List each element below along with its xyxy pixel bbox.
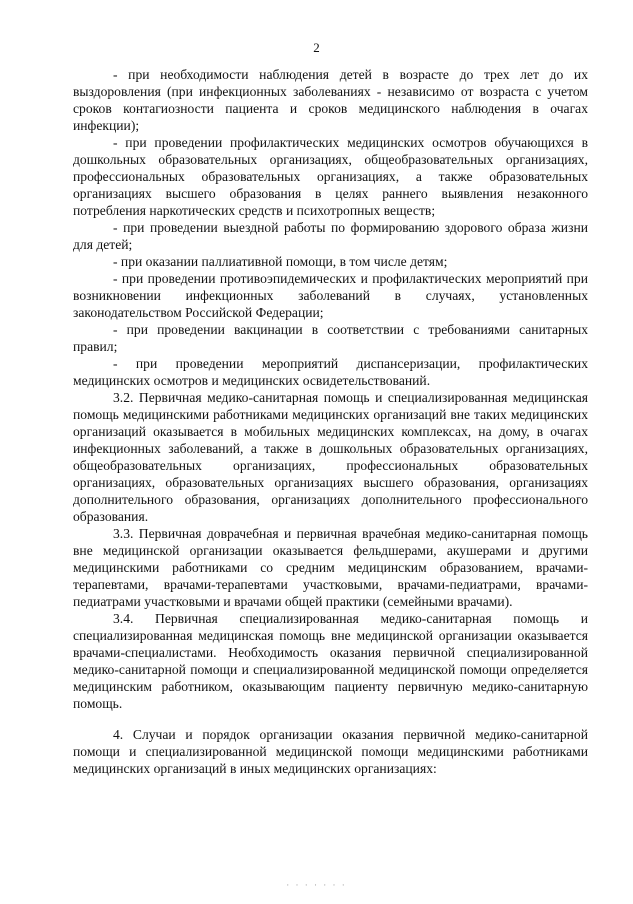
paragraph-outreach-healthy-lifestyle: - при проведении выездной работы по формированию здорового образа жизни для детей; (73, 220, 588, 252)
paragraph-section-3-2: 3.2. Первичная медико-санитарная помощь и специализированная медицинская помощь медицинскими работниками медицинских организаций вне таких медицинских организаций оказывается в мобильных медицинских комплексах, на дому, в очагах инфекционных заболеваний, а также в дошкольных образовательных организациях, общеобразовательных организациях, профессиональных образовательных организациях, образовательных организациях высшего образования, организациях дополнительного образования, организациях дополнительного профессионального образования. (73, 390, 588, 524)
paragraph-section-3-3: 3.3. Первичная доврачебная и первичная врачебная медико-санитарная помощь вне медицинской организации оказывается фельдшерами, акушерами и другими медицинскими работниками со средним медицинским образованием, врачами-терапевтами, врачами-терапевтами участковыми, врачами-педиатрами, врачами-педиатрами участковыми и врачами общей практики (семейными врачами). (73, 526, 588, 609)
paragraph-vaccination: - при проведении вакцинации в соответствии с требованиями санитарных правил; (73, 322, 588, 354)
page-number: 2 (313, 40, 320, 55)
paragraph-anti-epidemic-measures: - при проведении противоэпидемических и профилактических мероприятий при возникновении инфекционных заболеваний в случаях, установленных законодательством Российской Федерации; (73, 271, 588, 320)
paragraph-preventive-examinations: - при проведении профилактических медицинских осмотров обучающихся в дошкольных образовательных организациях, общеобразовательных организациях, профессиональных образовательных организациях, а также образовательных организациях высшего образования в целях раннего выявления незаконного потребления наркотических средств и психотропных веществ; (73, 135, 588, 218)
scan-noise: · · · · · · · (286, 880, 347, 890)
paragraph-palliative-care: - при оказании паллиативной помощи, в том числе детям; (113, 254, 448, 269)
paragraph-section-4: 4. Случаи и порядок организации оказания первичной медико-санитарной помощи и специализированной медицинской помощи медицинскими работниками медицинских организаций в иных медицинских организациях: (73, 727, 588, 776)
paragraph-dispensary-examinations: - при проведении мероприятий диспансеризации, профилактических медицинских осмотров и медицинских освидетельствований. (73, 356, 588, 388)
paragraph-section-3-4: 3.4. Первичная специализированная медико-санитарная помощь и специализированная медицинская помощь вне медицинской организации оказывается врачами-специалистами. Необходимость оказания первичной специализированной медико-санитарной помощи и специализированной медицинской помощи определяется медицинским работником, оказывающим пациенту первичную медико-санитарную помощь. (73, 611, 588, 711)
paragraph-observation-children: - при необходимости наблюдения детей в возрасте до трех лет до их выздоровления (при инфекционных заболеваниях - независимо от возраста с учетом сроков контагиозности пациента и сроков медицинского наблюдения в очагах инфекции); (73, 67, 588, 133)
document-body (73, 66, 588, 777)
